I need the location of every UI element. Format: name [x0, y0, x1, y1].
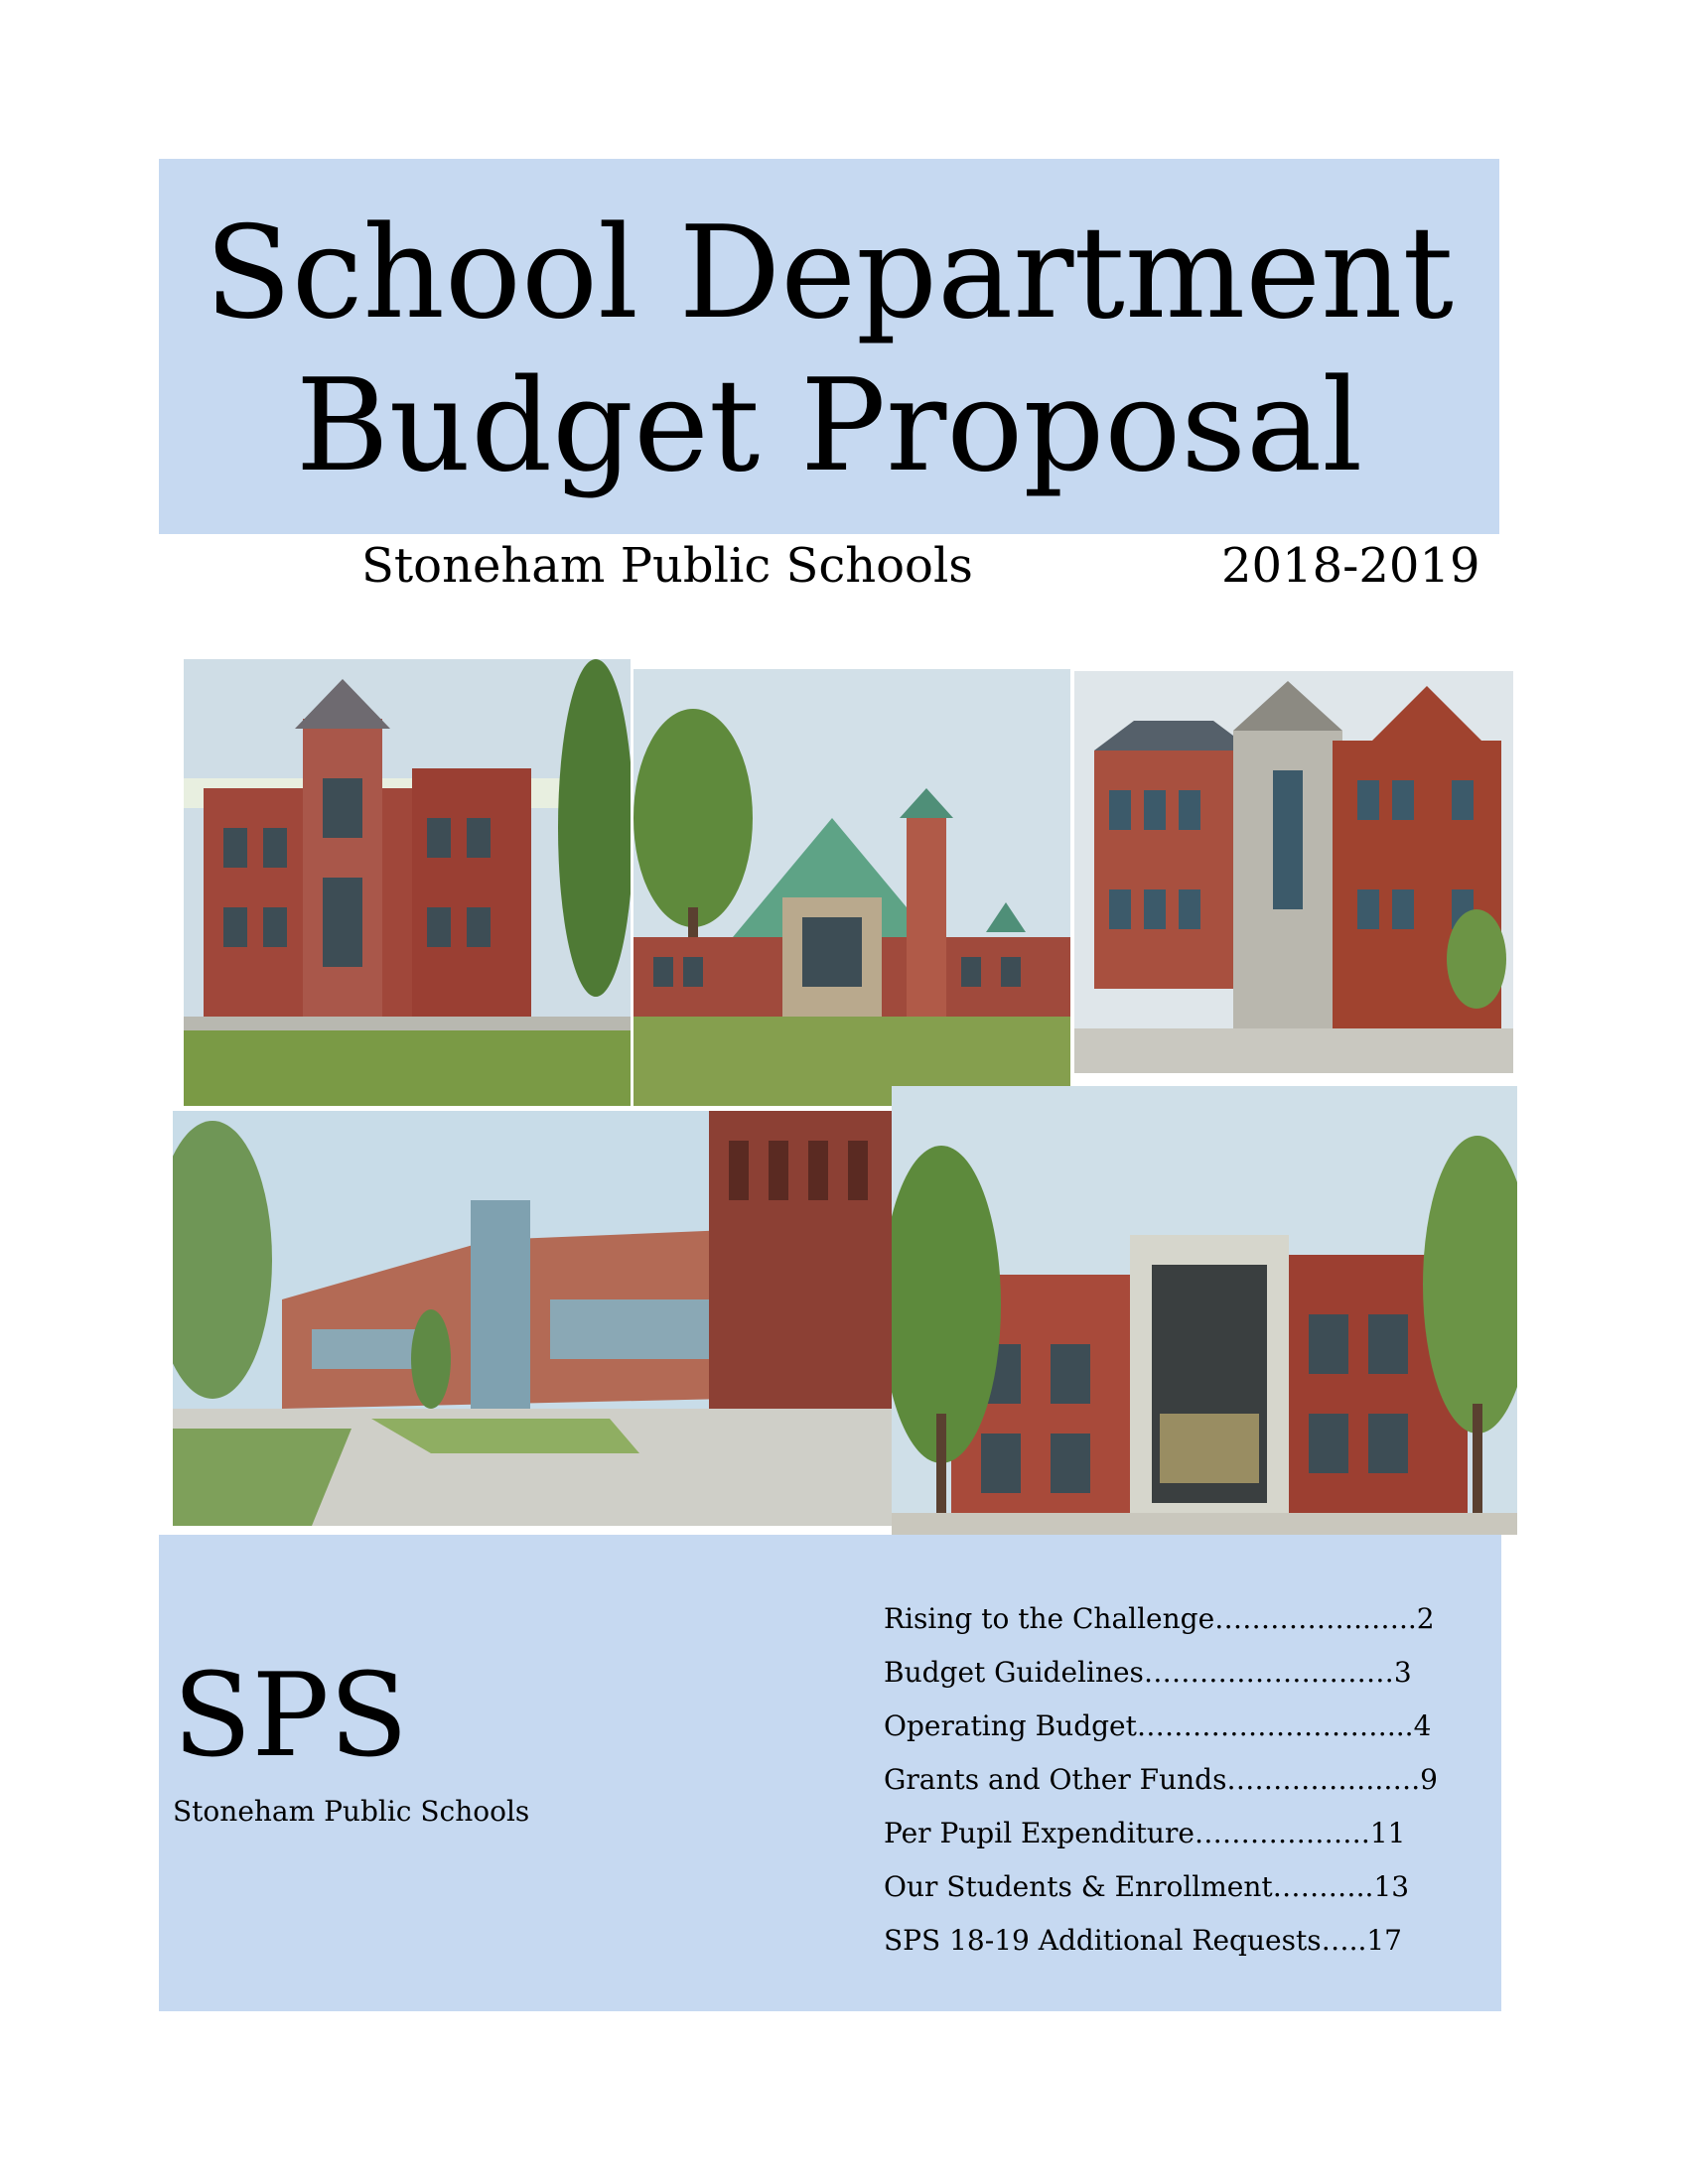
- table-of-contents: [884, 1592, 1438, 1968]
- school-building-photo-5: [892, 1086, 1517, 1535]
- district-name: Stoneham Public Schools: [361, 538, 973, 594]
- toc-item: Per Pupil Expenditure……………….11: [884, 1817, 1406, 1849]
- toc-item: Our Students & Enrollment………..13: [884, 1870, 1410, 1903]
- title-banner: [159, 159, 1499, 534]
- toc-item: SPS 18-19 Additional Requests…..17: [884, 1924, 1402, 1957]
- toc-item: Budget Guidelines………………………3: [884, 1656, 1412, 1689]
- title-line-1: School Department: [205, 200, 1454, 347]
- toc-item: Rising to the Challenge……………..…..2: [884, 1602, 1435, 1635]
- toc-item: Operating Budget………………………...4: [884, 1709, 1432, 1742]
- school-building-photo-3: [1074, 671, 1513, 1073]
- school-building-collage: [169, 659, 1519, 1535]
- toc-item: Grants and Other Funds……………..….9: [884, 1763, 1438, 1796]
- sps-abbreviation: SPS: [173, 1649, 408, 1783]
- title-line-2: Budget Proposal: [295, 352, 1363, 500]
- sps-district-name: Stoneham Public Schools: [173, 1795, 530, 1828]
- school-building-photo-1: [184, 659, 631, 1106]
- school-building-photo-4: [173, 1111, 896, 1526]
- summary-panel: [159, 1535, 1501, 2011]
- school-year: 2018-2019: [1221, 538, 1480, 594]
- school-building-photo-2: [633, 669, 1070, 1106]
